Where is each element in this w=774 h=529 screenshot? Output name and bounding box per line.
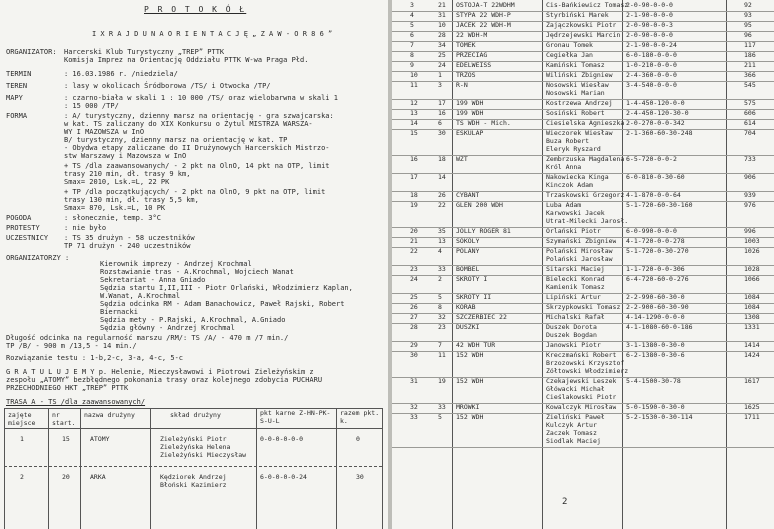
row-penalty: 4-1-1080-60-0-186 — [626, 324, 693, 331]
row-start-number: 8 — [438, 304, 442, 311]
row-team: SKROTY II — [456, 294, 492, 301]
row-team: TRZOS — [456, 72, 476, 79]
row-penalty: 2-4-360-0-0-0 — [626, 72, 677, 79]
row-penalty: 5-2-1530-0-30-114 — [626, 414, 693, 421]
row-place: 21 — [410, 238, 418, 245]
row-start-number: 23 — [438, 324, 446, 331]
row-member: Wieczorek Wiesław — [546, 130, 613, 137]
row-penalty: 5-4-1500-30-78 — [626, 378, 681, 385]
document-title: P R O T O K Ó Ł — [144, 5, 247, 14]
row-member: Kowalczyk Mirosław — [546, 404, 617, 411]
gratulujemy-line-2: zespołu „ATOMY” bezbłędnego pokonania trasy oraz kolejnego zdobycia PUCHARU — [6, 376, 323, 384]
row-place: 16 — [410, 156, 418, 163]
organizatorzy-line-1: Kierownik imprezy - Andrzej Krochmal — [100, 260, 252, 268]
row-member: Janowski Piotr — [546, 342, 601, 349]
row-penalty: 2-0-270-0-0-342 — [626, 120, 685, 127]
header-place: zajęte miejsce — [8, 412, 36, 427]
row-team: OSTOJA-T 22WDHM — [456, 2, 515, 9]
pogoda-label: POGODA — [6, 214, 32, 222]
row-place: 10 — [410, 72, 418, 79]
row-start-number: 33 — [438, 266, 446, 273]
row-member: Kostrzewa Andrzej — [546, 100, 613, 107]
row-member: Brzozowski Krzysztof — [546, 360, 625, 367]
header-members: skład drużyny — [170, 412, 221, 419]
row-start-number: 30 — [438, 130, 446, 137]
row-member: Styrbiński Marek — [546, 12, 609, 19]
row-total: 1066 — [744, 276, 760, 283]
forma-line-12: Smax= 870, Lsk.=L, 10 PK — [64, 204, 166, 212]
row-penalty: 6-0-810-0-30-60 — [626, 174, 685, 181]
row-start-number: 19 — [438, 378, 446, 385]
row-team: 22 WDH-M — [456, 32, 488, 39]
row-total: 1084 — [744, 304, 760, 311]
row-team: POLANY — [456, 248, 480, 255]
row-penalty: 5-0-1590-0-30-0 — [626, 404, 685, 411]
row-member: Sosiński Robert — [546, 110, 605, 117]
row-place: 23 — [410, 266, 418, 273]
row-member: Nosowski Marian — [546, 90, 605, 97]
row-member: Gronau Tomek — [546, 42, 593, 49]
row-place: 19 — [410, 202, 418, 209]
row-total: 996 — [744, 228, 756, 235]
organizatorzy-line-6: Sędzia odcinka RM - Adam Banachowicz, Paweł Rajski, Robert — [100, 300, 345, 308]
row-member: Zaczek Tomasz — [546, 430, 597, 437]
organizatorzy-line-5: W.Wanat, A.Krochmal — [100, 292, 181, 300]
row-member: Kędziorek Andrzej — [160, 474, 227, 481]
dlugosc-line-2: TP /B/ - 900 m /13,5 - 14 min./ — [6, 342, 137, 350]
row-place: 27 — [410, 314, 418, 321]
row-member: Nakowiecka Kinga — [546, 174, 609, 181]
row-member: Siodlak Maciej — [546, 438, 601, 445]
forma-line-10: + TP /dla początkujących/ - 2 pkt na OlnO, 9 pkt na OTP, limit — [64, 188, 326, 196]
forma-line-9: Smax= 2010, Lsk.=L, 22 PK — [64, 178, 170, 186]
uczestnicy-line-1: : TS 35 drużyn - 58 uczestników — [64, 234, 195, 242]
uczestnicy-label: UCZESTNICY — [6, 234, 49, 242]
gratulujemy-line-3: PRZECHODNIEGO HKT „TREP” PTTK — [6, 384, 129, 392]
forma-line-4: B/ turystyczny, dzienny marsz na orientację w kat. TP — [64, 136, 288, 144]
row-total: 1414 — [744, 342, 760, 349]
row-total: 1617 — [744, 378, 760, 385]
row-place: 20 — [410, 228, 418, 235]
row-start-number: 10 — [438, 22, 446, 29]
row-member: Duszek Dorota — [546, 324, 597, 331]
rozwiazanie-testu: Rozwiązanie testu : 1-b,2-c, 3-a, 4-c, 5-c — [6, 354, 184, 362]
row-team: CYBANT — [456, 192, 480, 199]
trasa-title: TRASA A - TS /dla zaawansowanych/ — [6, 398, 146, 406]
row-total: 95 — [744, 22, 752, 29]
forma-line-8: trasy 210 min, dł. trasy 9 km, — [64, 170, 191, 178]
row-total: 93 — [744, 12, 752, 19]
row-team: R-N — [456, 82, 468, 89]
row-penalty: 6-0-0-0-0-24 — [260, 474, 307, 481]
organizatorzy-line-7: Biernacki — [100, 308, 138, 316]
row-divider — [392, 201, 774, 202]
row-member: Lipiński Artur — [546, 294, 601, 301]
row-member: Zembrzuska Magdalena — [546, 156, 625, 163]
organizatorzy-label: ORGANIZATORZY : — [6, 254, 70, 262]
row-team: 199 WDH — [456, 100, 484, 107]
document-subtitle: I X R A J D U N A O R I E N T A C J Ę „ Z A W - O R 8 6 ” — [92, 30, 333, 38]
row-start-number: 14 — [438, 174, 446, 181]
row-place: 24 — [410, 276, 418, 283]
row-total: 1424 — [744, 352, 760, 359]
organizatorzy-line-4: Sędzia startu I,II,III - Piotr Orlański, Włodzimierz Kaplan, — [100, 284, 353, 292]
row-start-number: 17 — [438, 100, 446, 107]
row-place: 9 — [410, 62, 414, 69]
row-member: Czekajewski Leszek — [546, 378, 617, 385]
row-penalty: 2-1-90-0-0-24 — [626, 42, 677, 49]
row-place: 13 — [410, 110, 418, 117]
mapy-line-1: : czarno-biała w skali 1 : 10 000 /TS/ oraz wielobarwna w skali 1 — [64, 94, 338, 102]
row-member: Szymański Zbigniew — [546, 238, 617, 245]
row-team: MROWKI — [456, 404, 480, 411]
row-total: 976 — [744, 202, 756, 209]
row-member: Kamiński Tomasz — [546, 62, 605, 69]
row-total: 1308 — [744, 314, 760, 321]
row-total: 939 — [744, 192, 756, 199]
row-penalty: 6-0-180-0-0-0 — [626, 52, 677, 59]
row-total: 1711 — [744, 414, 760, 421]
row-team: SKROTY I — [456, 276, 488, 283]
row-start-number: 15 — [62, 436, 70, 443]
row-penalty: 2-2-900-60-30-90 — [626, 304, 689, 311]
row-place: 26 — [410, 304, 418, 311]
row-member: Jędrzejewski Marcin — [546, 32, 621, 39]
row-member: Zieleżyńska Helena — [160, 444, 231, 451]
row-member: Polański Jarosław — [546, 256, 613, 263]
row-total: 575 — [744, 100, 756, 107]
row-penalty: 2-1-90-0-0-0 — [626, 12, 673, 19]
row-place: 7 — [410, 42, 414, 49]
row-total: 0 — [356, 436, 360, 443]
organizer-line-1: Harcerski Klub Turystyczny „TREP” PTTK — [64, 48, 225, 56]
row-start-number: 22 — [438, 202, 446, 209]
row-total: 186 — [744, 52, 756, 59]
mapy-label: MAPY — [6, 94, 23, 102]
row-member: Buza Robert — [546, 138, 590, 145]
dlugosc-line-1: Długość odcinka na regularność marszu /RM/: TS /A/ - 470 m /7 min./ — [6, 334, 289, 342]
row-start-number: 26 — [438, 192, 446, 199]
row-member: Duszek Bogdan — [546, 332, 597, 339]
row-team: JACEK 22 WDH-M — [456, 22, 511, 29]
row-start-number: 25 — [438, 52, 446, 59]
row-member: Eleryk Ryszard — [546, 146, 601, 153]
row-member: Kulczyk Artur — [546, 422, 597, 429]
row-penalty: 6-2-1380-0-30-6 — [626, 352, 685, 359]
page-right — [392, 0, 774, 529]
row-team: PRZECIAG — [456, 52, 488, 59]
row-team: SOKOLY — [456, 238, 480, 245]
row-member: Karwowski Jacek — [546, 210, 605, 217]
row-team: WZT — [456, 156, 468, 163]
row-member: Skrzypkowski Tomasz — [546, 304, 621, 311]
row-team: 152 WDH — [456, 414, 484, 421]
row-penalty: 1-1-720-0-0-306 — [626, 266, 685, 273]
row-penalty: 1-4-450-120-0-0 — [626, 100, 685, 107]
row-start-number: 13 — [438, 238, 446, 245]
row-team: ARKA — [90, 474, 106, 481]
row-place: 31 — [410, 378, 418, 385]
row-team: 42 WDH TUR — [456, 342, 496, 349]
row-total: 96 — [744, 32, 752, 39]
row-start-number: 18 — [438, 156, 446, 163]
row-member: Ciesielska Agnieszka — [546, 120, 625, 127]
row-place: 6 — [410, 32, 414, 39]
row-place: 18 — [410, 192, 418, 199]
row-start-number: 6 — [438, 120, 442, 127]
row-place: 32 — [410, 404, 418, 411]
row-team: DUSZKI — [456, 324, 480, 331]
row-place: 30 — [410, 352, 418, 359]
header-total: razem pkt. k. — [340, 410, 380, 425]
row-total: 1003 — [744, 238, 760, 245]
termin-value: : 16.03.1986 r. /niedziela/ — [64, 70, 178, 78]
row-member: Zieleżyński Piotr — [160, 436, 227, 443]
forma-line-3: WY I MAZOWSZA w InO — [64, 128, 145, 136]
row-penalty: 2-0-90-0-0-0 — [626, 2, 673, 9]
row-place: 4 — [410, 12, 414, 19]
row-place: 25 — [410, 294, 418, 301]
organizer-label: ORGANIZATOR: — [6, 48, 57, 56]
row-start-number: 31 — [438, 12, 446, 19]
row-start-number: 20 — [62, 474, 70, 481]
row-penalty: 3-4-540-0-0-0 — [626, 82, 677, 89]
row-start-number: 28 — [438, 32, 446, 39]
gratulujemy-line-1: G R A T U L U J E M Y p. Helenie, Mieczysławowi i Piotrowi Zieleżyńskim z — [6, 368, 314, 376]
row-member: Główacki Michał — [546, 386, 605, 393]
row-total: 1625 — [744, 404, 760, 411]
row-penalty: 2-2-990-60-30-0 — [626, 294, 685, 301]
row-team: 199 WDH — [456, 110, 484, 117]
row-total: 117 — [744, 42, 756, 49]
row-start-number: 34 — [438, 42, 446, 49]
row-team: BOMBEL — [456, 266, 480, 273]
row-team: TOMEK — [456, 42, 476, 49]
row-penalty: 6-4-720-60-0-276 — [626, 276, 689, 283]
forma-line-1: : A/ turystyczny, dzienny marsz na orientację - gra szwajcarska: — [64, 112, 334, 120]
row-member: Utrat-Milecki Jarosł. — [546, 218, 629, 225]
row-total: 366 — [744, 72, 756, 79]
row-penalty: 3-1-1380-0-30-0 — [626, 342, 685, 349]
forma-line-7: + TS /dla zaawansowanych/ - 2 pkt na OlnO, 14 pkt na OTP, limit — [64, 162, 330, 170]
row-member: Zieliński Paweł — [546, 414, 605, 421]
row-start-number: 2 — [438, 276, 442, 283]
row-penalty: 6-5-720-0-0-2 — [626, 156, 677, 163]
row-place: 11 — [410, 82, 418, 89]
row-team: ATOMY — [90, 436, 110, 443]
row-penalty: 2-1-360-60-30-248 — [626, 130, 693, 137]
row-member: Bielecki Konrad — [546, 276, 605, 283]
row-start-number: 33 — [438, 404, 446, 411]
row-member: Polański Mirosław — [546, 248, 613, 255]
organizatorzy-line-9: Sędzia główny - Andrzej Krochmal — [100, 324, 235, 332]
row-place: 12 — [410, 100, 418, 107]
row-start-number: 21 — [438, 2, 446, 9]
row-start-number: 5 — [438, 414, 442, 421]
row-total: 704 — [744, 130, 756, 137]
row-place: 2 — [20, 474, 24, 481]
row-place: 28 — [410, 324, 418, 331]
row-team: SZCZERBIEC 22 — [456, 314, 507, 321]
row-penalty: 2-0-90-0-0-3 — [626, 22, 673, 29]
row-place: 1 — [20, 436, 24, 443]
row-penalty: 5-1-720-60-30-160 — [626, 202, 693, 209]
header-team-name: nazwa drużyny — [84, 412, 135, 419]
row-member: Nosowski Wiesław — [546, 82, 609, 89]
row-place: 22 — [410, 248, 418, 255]
row-member: Kamienik Tomasz — [546, 284, 605, 291]
row-start-number: 4 — [438, 248, 442, 255]
row-total: 1026 — [744, 248, 760, 255]
row-penalty: 1-0-210-0-0-0 — [626, 62, 677, 69]
row-penalty: 2-4-450-120-30-0 — [626, 110, 689, 117]
row-total: 211 — [744, 62, 756, 69]
row-start-number: 7 — [438, 342, 442, 349]
row-team: KORAB — [456, 304, 476, 311]
forma-line-6: stw Warszawy i Mazowsza w InO — [64, 152, 187, 160]
organizatorzy-line-8: Sędzia mety - P.Rajski, A.Krochmal, A.Gniado — [100, 316, 286, 324]
teren-value: : lasy w okolicach Śródborowa /TS/ i Otwocka /TP/ — [64, 82, 271, 90]
row-member: Orlański Piotr — [546, 228, 601, 235]
row-start-number: 32 — [438, 314, 446, 321]
row-penalty: 4-14-1290-0-0-0 — [626, 314, 685, 321]
row-member: Cis-Bańkiewicz Tomasz — [546, 2, 629, 9]
row-member: Michalski Rafał — [546, 314, 605, 321]
row-start-number: 24 — [438, 62, 446, 69]
organizer-line-2: Komisja Imprez na Orientację Oddziału PTTK W-wa Praga Płd. — [64, 56, 309, 64]
row-team: TS WDH - Mich. — [456, 120, 511, 127]
row-member: Kreczmański Robert — [546, 352, 617, 359]
row-total: 606 — [744, 110, 756, 117]
header-penalty: pkt karne Z-HN-PK-S-U-L — [260, 410, 331, 425]
row-start-number: 3 — [438, 82, 442, 89]
row-total: 906 — [744, 174, 756, 181]
row-total: 614 — [744, 120, 756, 127]
row-team: 152 WDH — [456, 352, 484, 359]
organizatorzy-line-2: Rozstawianie tras - A.Krochmal, Wojciech Wanat — [100, 268, 294, 276]
row-start-number: 35 — [438, 228, 446, 235]
row-team: ESKULAP — [456, 130, 484, 137]
row-penalty: 2-0-90-0-0-0 — [626, 32, 673, 39]
termin-label: TERMIN — [6, 70, 32, 78]
row-divider — [392, 447, 774, 448]
forma-line-2: w kat. TS zaliczany do XIX Konkursu o Żytul MISTRZA WARSZA- — [64, 120, 313, 128]
protesty-value: : nie było — [64, 224, 107, 232]
row-member: Cieślakowski Piotr — [546, 394, 617, 401]
row-place: 15 — [410, 130, 418, 137]
row-penalty: 6-0-990-0-0-0 — [626, 228, 677, 235]
row-place: 14 — [410, 120, 418, 127]
row-start-number: 11 — [438, 352, 446, 359]
row-start-number: 5 — [438, 294, 442, 301]
row-place: 33 — [410, 414, 418, 421]
row-member: Wiliński Zbigniew — [546, 72, 613, 79]
row-team: STYPA 22 WDH-P — [456, 12, 511, 19]
row-total: 1084 — [744, 294, 760, 301]
row-member: Sitarski Maciej — [546, 266, 605, 273]
uczestnicy-line-2: TP 71 drużyn - 240 uczestników — [64, 242, 191, 250]
row-total: 1028 — [744, 266, 760, 273]
row-team: EDELWEISS — [456, 62, 492, 69]
row-member: Kinczok Adam — [546, 182, 593, 189]
forma-line-11: trasy 130 min, dł. trasy 5,5 km, — [64, 196, 199, 204]
teren-label: TEREN — [6, 82, 28, 90]
row-team: 152 WDH — [456, 378, 484, 385]
row-place: 5 — [410, 22, 414, 29]
row-penalty: 4-1-870-0-0-64 — [626, 192, 681, 199]
row-penalty: 5-1-720-0-30-270 — [626, 248, 689, 255]
row-team: GLEN 200 WDH — [456, 202, 503, 209]
row-penalty: 4-1-720-0-0-278 — [626, 238, 685, 245]
organizatorzy-line-3: Sekretariat - Anna Gniado — [100, 276, 206, 284]
row-member: Luba Adam — [546, 202, 582, 209]
row-start-number: 16 — [438, 110, 446, 117]
row-member: Żółtowski Włodzimierz — [546, 368, 629, 375]
row-member: Błoński Kazimierz — [160, 482, 227, 489]
header-start-number: nr start. — [52, 412, 76, 427]
row-total: 92 — [744, 2, 752, 9]
row-total: 1331 — [744, 324, 760, 331]
forma-label: FORMA — [6, 112, 28, 120]
row-place: 17 — [410, 174, 418, 181]
row-penalty: 0-0-0-0-0-0 — [260, 436, 304, 443]
pogoda-value: : słonecznie, temp. 3°C — [64, 214, 161, 222]
row-total: 545 — [744, 82, 756, 89]
mapy-line-2: : 15 000 /TP/ — [64, 102, 119, 110]
row-place: 29 — [410, 342, 418, 349]
protesty-label: PROTESTY — [6, 224, 40, 232]
forma-line-5: - Obydwa etapy zaliczane do II Drużynowych Harcerskich Mistrzo- — [64, 144, 330, 152]
row-member: Cegiełka Jan — [546, 52, 593, 59]
row-member: Trzaskowski Grzegorz — [546, 192, 625, 199]
row-total: 733 — [744, 156, 756, 163]
row-member: Zajączkowski Piotr — [546, 22, 617, 29]
row-member: Zieleżyński Mieczysław — [160, 452, 247, 459]
row-member: Król Anna — [546, 164, 582, 171]
row-place: 3 — [410, 2, 414, 9]
row-start-number: 1 — [438, 72, 442, 79]
row-total: 30 — [356, 474, 364, 481]
row-place: 8 — [410, 52, 414, 59]
page-number: 2 — [562, 497, 568, 507]
row-team: JOLLY ROGER 81 — [456, 228, 511, 235]
